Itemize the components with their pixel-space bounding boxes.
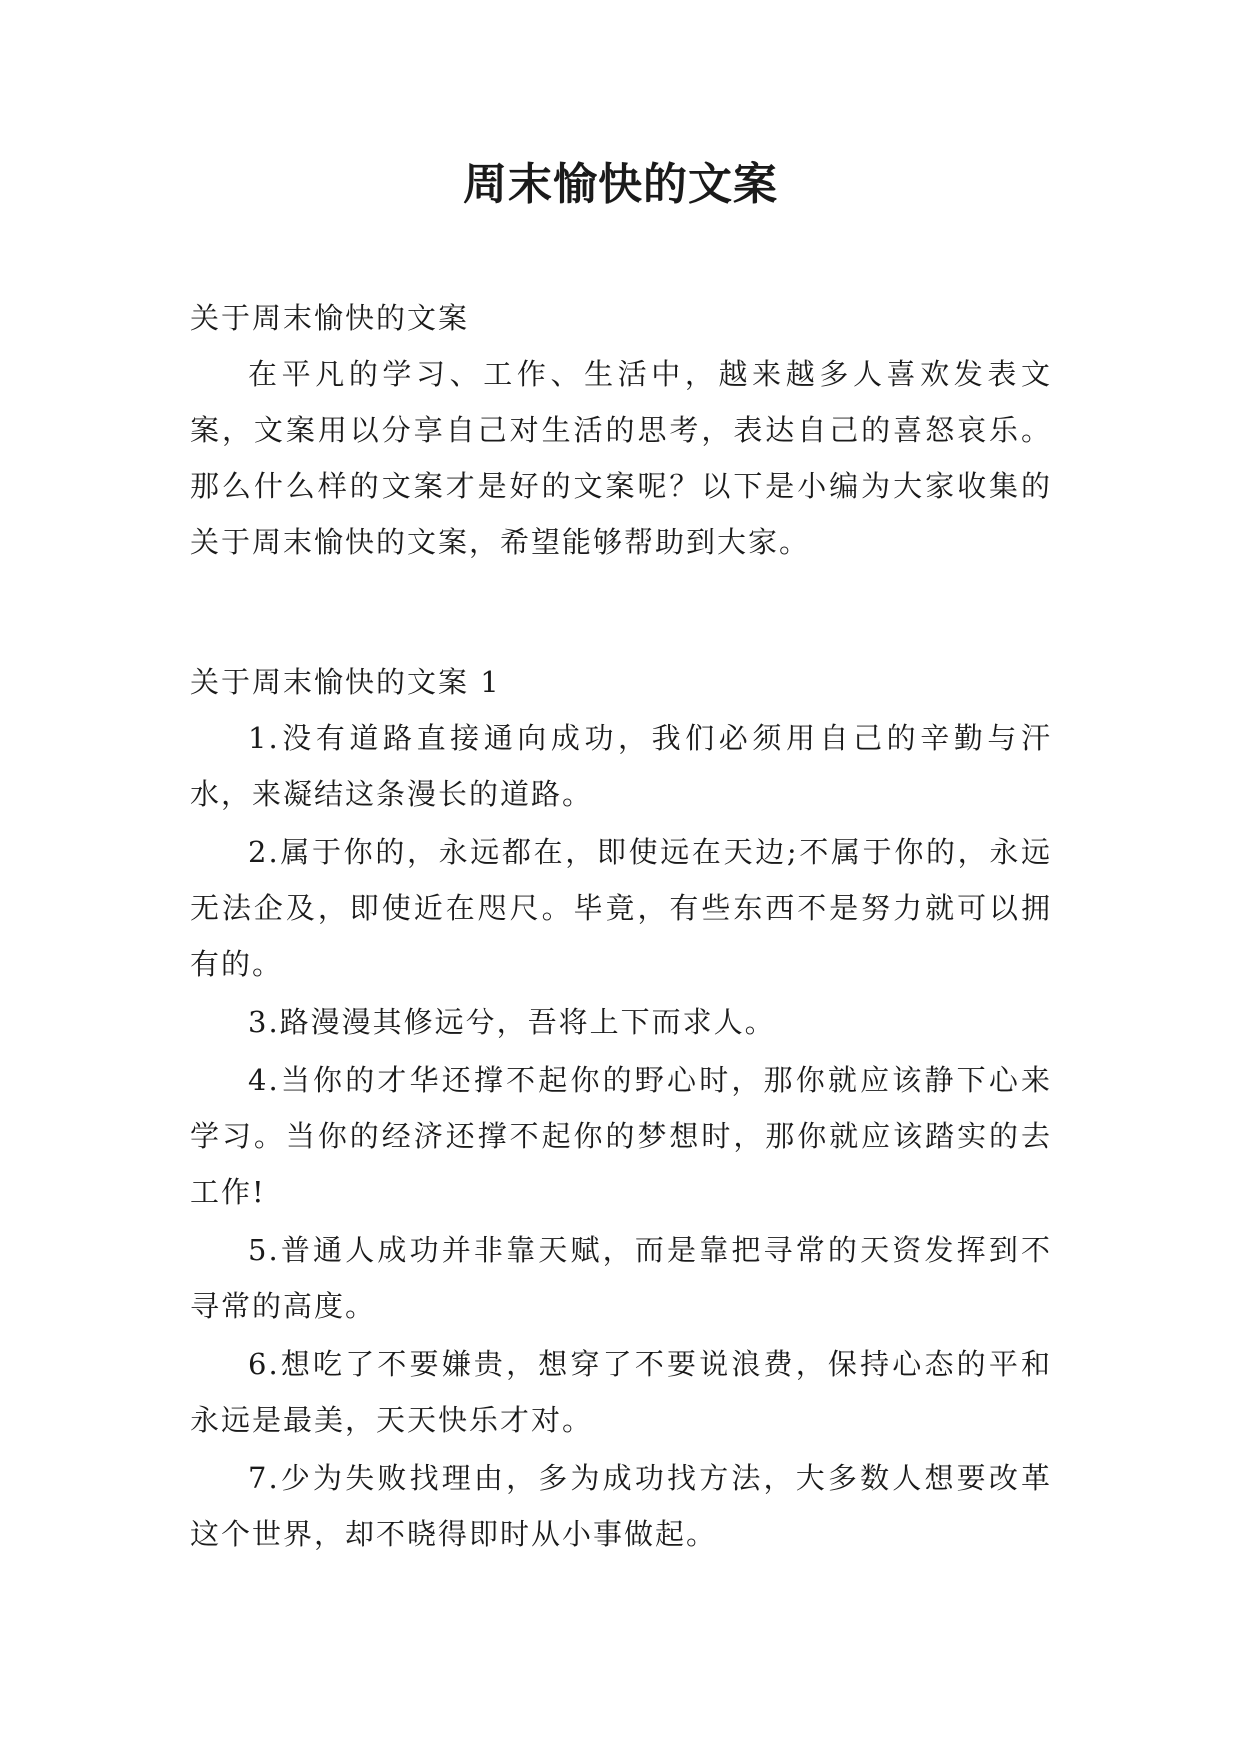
document-body: [190, 290, 1052, 1564]
list-item-6: 6.想吃了不要嫌贵，想穿了不要说浪费，保持心态的平和永远是最美，天天快乐才对。: [190, 1347, 1052, 1437]
list-item-7: 7.少为失败找理由，多为成功找方法，大多数人想要改革这个世界，却不晓得即时从小事做起。: [190, 1461, 1052, 1551]
list-item-5: 5.普通人成功并非靠天赋，而是靠把寻常的天资发挥到不寻常的高度。: [190, 1233, 1052, 1323]
list-item-1: 1.没有道路直接通向成功，我们必须用自己的辛勤与汗水，来凝结这条漫长的道路。: [190, 721, 1052, 811]
intro-paragraph: 在平凡的学习、工作、生活中，越来越多人喜欢发表文案，文案用以分享自己对生活的思考，表达自己的喜怒哀乐。那么什么样的文案才是好的文案呢？以下是小编为大家收集的关于周末愉快的文案，希望能够帮助到大家。: [190, 357, 1052, 559]
document-title: 周末愉快的文案: [463, 159, 778, 210]
list-item-2: 2.属于你的，永远都在，即使远在天边;不属于你的，永远无法企及，即使近在咫尺。毕竟，有些东西不是努力就可以拥有的。: [190, 835, 1052, 981]
list-item-4: 4.当你的才华还撑不起你的野心时，那你就应该静下心来学习。当你的经济还撑不起你的梦想时，那你就应该踏实的去工作!: [190, 1063, 1052, 1209]
intro-heading: 关于周末愉快的文案: [190, 301, 470, 335]
section-heading: 关于周末愉快的文案 1: [190, 665, 501, 699]
list-item-3: 3.路漫漫其修远兮，吾将上下而求人。: [248, 1005, 776, 1039]
